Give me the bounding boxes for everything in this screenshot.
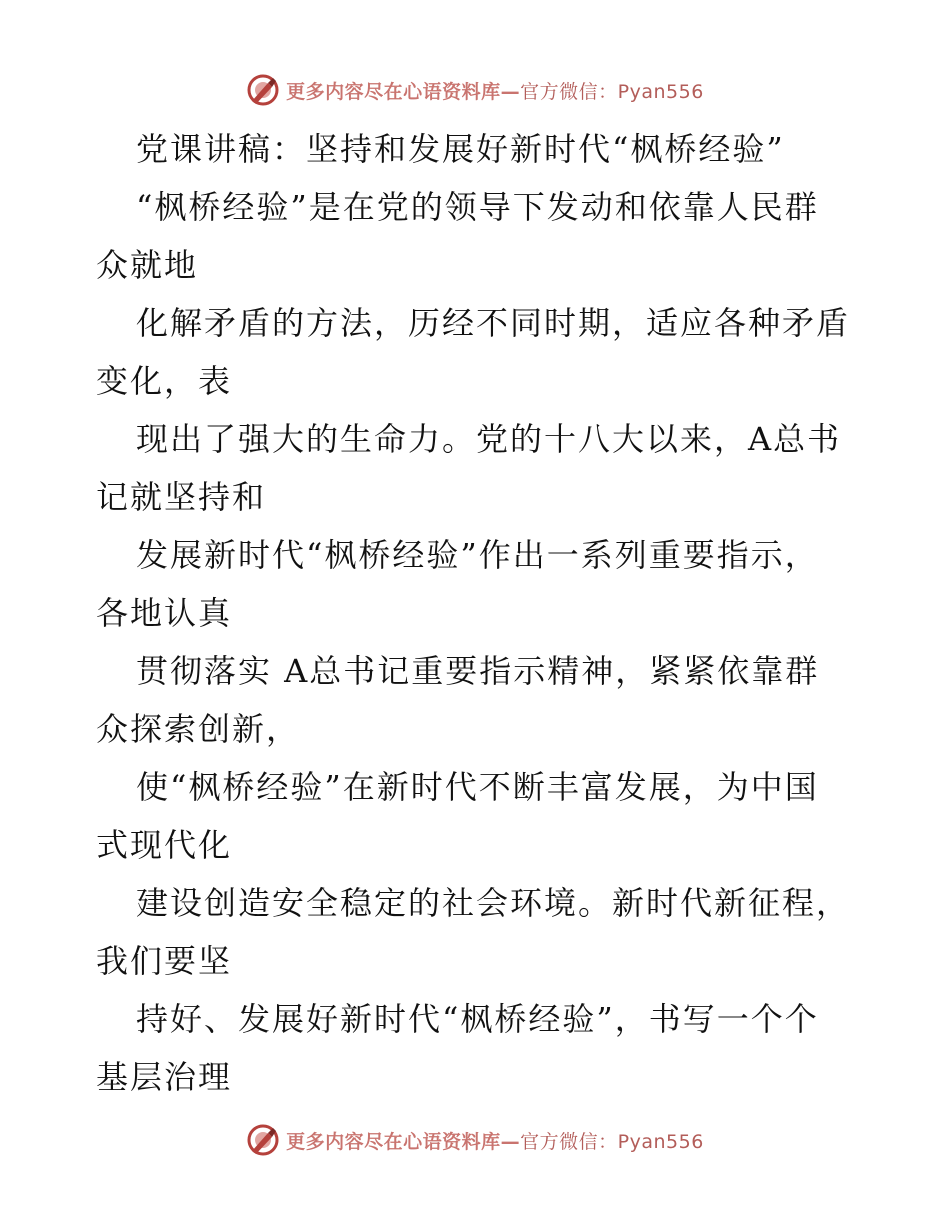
header-watermark [0,70,950,110]
pen-logo-icon [246,73,280,107]
body-line: 我们要坚 [96,942,233,980]
body-line: 式现代化 [96,826,233,864]
body-line: 贯彻落实 A总书记重要指示精神，紧紧依靠群 [136,652,820,690]
body-line: 化解矛盾的方法，历经不同时期，适应各种矛盾 [136,304,851,342]
body-line: 众探索创新， [96,710,301,748]
body-line: 记就坚持和 [96,478,267,516]
body-line: “枫桥经验”是在党的领导下发动和依靠人民群 [136,188,819,226]
body-line: 持好、发展好新时代“枫桥经验”，书写一个个 [136,1000,819,1038]
body-line: 各地认真 [96,594,233,632]
watermark-main-text: 更多内容尽在心语资料库 [286,1130,501,1153]
watermark-contact: 官方微信：Pyan556 [520,80,704,103]
body-line: 变化，表 [96,362,233,400]
watermark-separator: — [500,80,521,103]
footer-watermark [0,1120,950,1160]
body-line: 基层治理 [96,1058,233,1096]
pen-logo-icon [246,1123,280,1157]
watermark-contact: 官方微信：Pyan556 [520,1130,704,1153]
body-line: 建设创造安全稳定的社会环境。新时代新征程， [136,884,851,922]
body-line: 现出了强大的生命力。党的十八大以来，A总书 [136,420,842,458]
body-line: 使“枫桥经验”在新时代不断丰富发展，为中国 [136,768,819,806]
watermark-main-text: 更多内容尽在心语资料库 [286,80,501,103]
document-body [96,120,856,1106]
watermark-separator: — [500,1130,521,1153]
body-line: 发展新时代“枫桥经验”作出一系列重要指示， [136,536,819,574]
body-line: 众就地 [96,246,199,284]
document-title: 党课讲稿：坚持和发展好新时代“枫桥经验” [136,130,785,168]
